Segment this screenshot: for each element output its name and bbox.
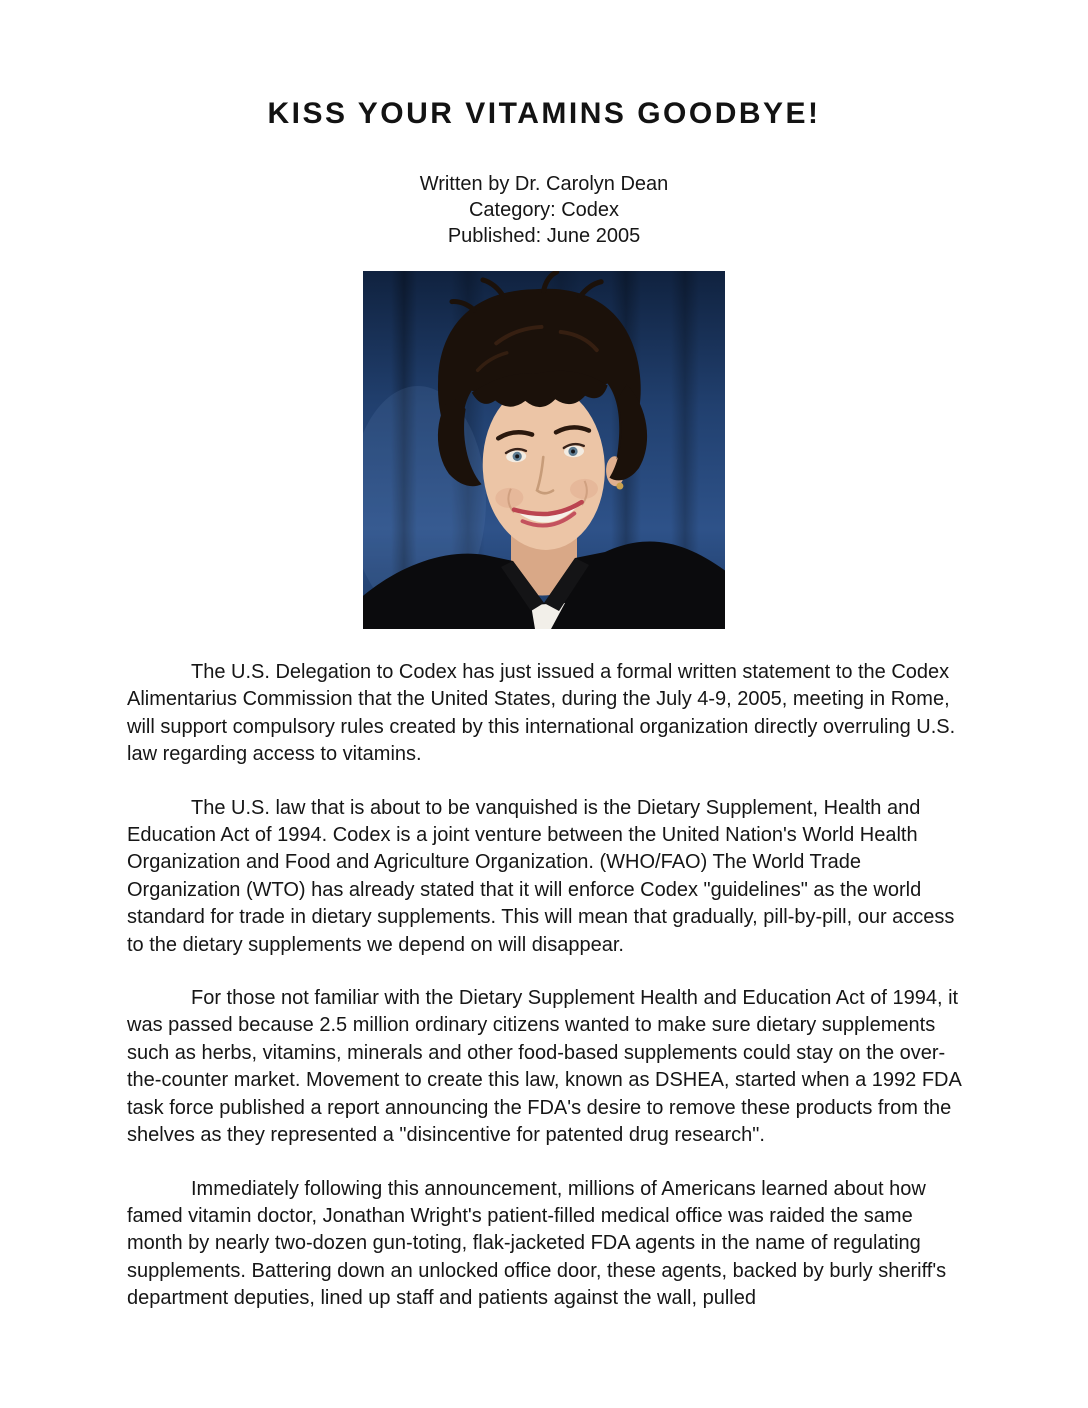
article-paragraph-4: Immediately following this announcement, millions of Americans learned about how famed vitamin doctor, Jonathan Wright's patient-filled medical office was raided the same month by nearly two-dozen gun-toting, flak-jacketed FDA agents in the name of regulating supplements. Battering down an unlocked office door, these agents, backed by burly sheriff's department deputies, lined up staff and patients against the wall, pulled	[127, 1177, 947, 1310]
article-title: KISS YOUR VITAMINS GOODBYE!	[267, 97, 821, 130]
byline-block	[0, 171, 1088, 249]
byline-author: Written by Dr. Carolyn Dean	[419, 173, 669, 195]
byline-published: Published: June 2005	[447, 225, 641, 247]
article-paragraph-2: The U.S. law that is about to be vanquished is the Dietary Supplement, Health and Education Act of 1994. Codex is a joint venture between the United Nation's World Health Organization and Food and Agriculture Organization. (WHO/FAO) The World Trade Organization (WTO) has already stated that it will enforce Codex "guidelines" as the world standard for trade in dietary supplements. This will mean that gradually, pill-by-pill, our access to the dietary supplements we depend on will disappear.	[127, 796, 955, 956]
article-body	[0, 659, 1088, 1313]
byline-category: Category: Codex	[468, 199, 620, 221]
article-paragraph-1: The U.S. Delegation to Codex has just issued a formal written statement to the Codex Alimentarius Commission that the United States, during the July 4-9, 2005, meeting in Rome, will support compulsory rules created by this international organization directly overruling U.S. law regarding access to vitamins.	[127, 661, 956, 766]
author-portrait-image	[363, 271, 725, 629]
article-paragraph-3: For those not familiar with the Dietary Supplement Health and Education Act of 1994, it was passed because 2.5 million ordinary citizens wanted to make sure dietary supplements such as herbs, vitamins, minerals and other food-based supplements could stay on the over-the-counter market. Movement to create this law, known as DSHEA, started when a 1992 FDA task force published a report announcing the FDA's desire to remove these products from the shelves as they represented a "disincentive for patented drug research".	[127, 987, 961, 1147]
author-photo	[0, 271, 1088, 629]
